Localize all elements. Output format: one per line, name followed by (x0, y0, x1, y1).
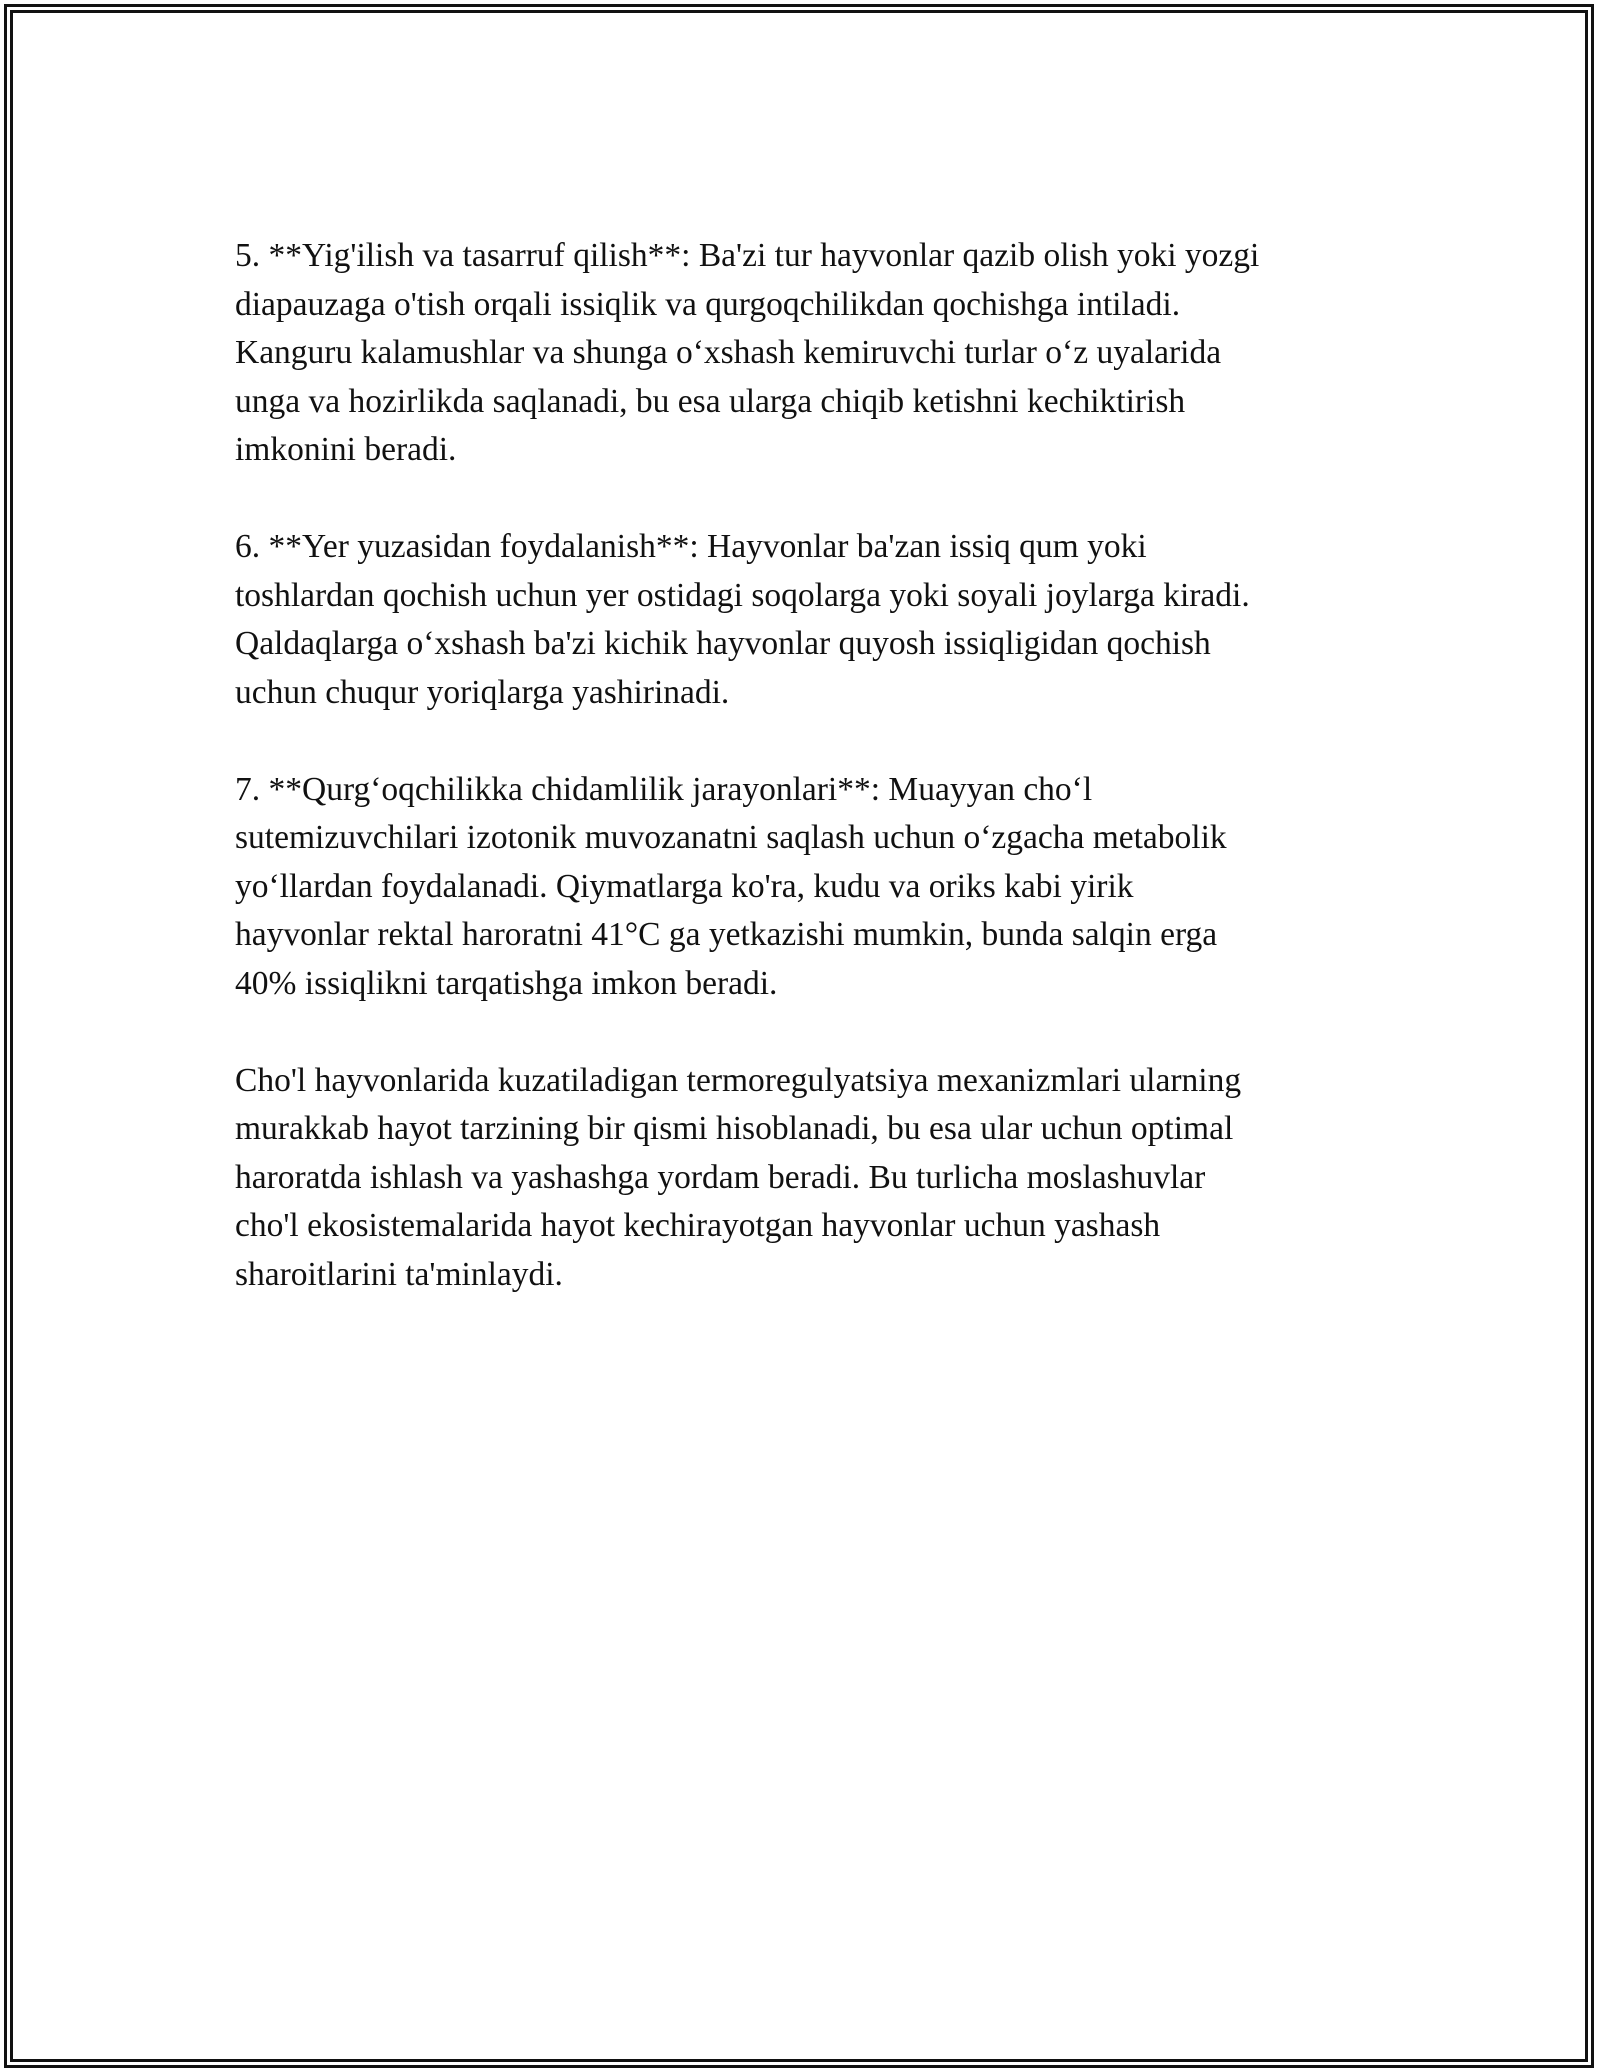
text-line: murakkab hayot tarzining bir qismi hisoblanadi, bu esa ular uchun optimal (235, 1110, 1234, 1147)
text-line: unga va hozirlikda saqlanadi, bu esa ularga chiqib ketishni kechiktirish (235, 382, 1186, 420)
text-line: Kanguru kalamushlar va shunga o‘xshash kemiruvchi turlar o‘z uyalarida (235, 334, 1222, 371)
text-line: 7. **Qurg‘oqchilikka chidamlilik jarayonlari**: Muayyan cho‘l (235, 770, 1093, 808)
paragraph-item-6 (235, 523, 1375, 717)
text-line: hayvonlar rektal haroratni 41°C ga yetkazishi mumkin, bunda salqin erga (235, 916, 1218, 953)
text-line: imkonini beradi. (235, 431, 457, 468)
text-line: sharoitlarini ta'minlaydi. (235, 1255, 563, 1293)
text-line: diapauzaga o'tish orqali issiqlik va qurgoqchilikdan qochishga intiladi. (235, 285, 1181, 323)
text-line: 5. **Yig'ilish va tasarruf qilish**: Ba'zi tur hayvonlar qazib olish yoki yozgi (235, 237, 1260, 274)
text-line: Qaldaqlarga o‘xshash ba'zi kichik hayvonlar quyosh issiqligidan qochish (235, 625, 1211, 662)
text-line: 40% issiqlikni tarqatishga imkon beradi. (235, 964, 778, 1002)
text-line: haroratda ishlash va yashashga yordam beradi. Bu turlicha moslashuvlar (235, 1158, 1206, 1196)
text-line: sutemizuvchilari izotonik muvozanatni saqlash uchun o‘zgacha metabolik (235, 819, 1227, 856)
paragraph-item-7 (235, 766, 1375, 1009)
text-line: Cho'l hayvonlarida kuzatiladigan termoregulyatsiya mexanizmlari ularning (235, 1061, 1242, 1099)
paragraph-item-5 (235, 232, 1375, 475)
text-line: 6. **Yer yuzasidan foydalanish**: Hayvonlar ba'zan issiq qum yoki (235, 528, 1147, 565)
text-line: toshlardan qochish uchun yer ostidagi soqolarga yoki soyali joylarga kiradi. (235, 576, 1250, 614)
text-line: uchun chuqur yoriqlarga yashirinadi. (235, 673, 730, 711)
text-line: cho'l ekosistemalarida hayot kechirayotgan hayvonlar uchun yashash (235, 1207, 1161, 1244)
document-body (235, 232, 1375, 1299)
paragraph-conclusion (235, 1057, 1375, 1300)
text-line: yo‘llardan foydalanadi. Qiymatlarga ko'ra, kudu va oriks kabi yirik (235, 867, 1134, 905)
